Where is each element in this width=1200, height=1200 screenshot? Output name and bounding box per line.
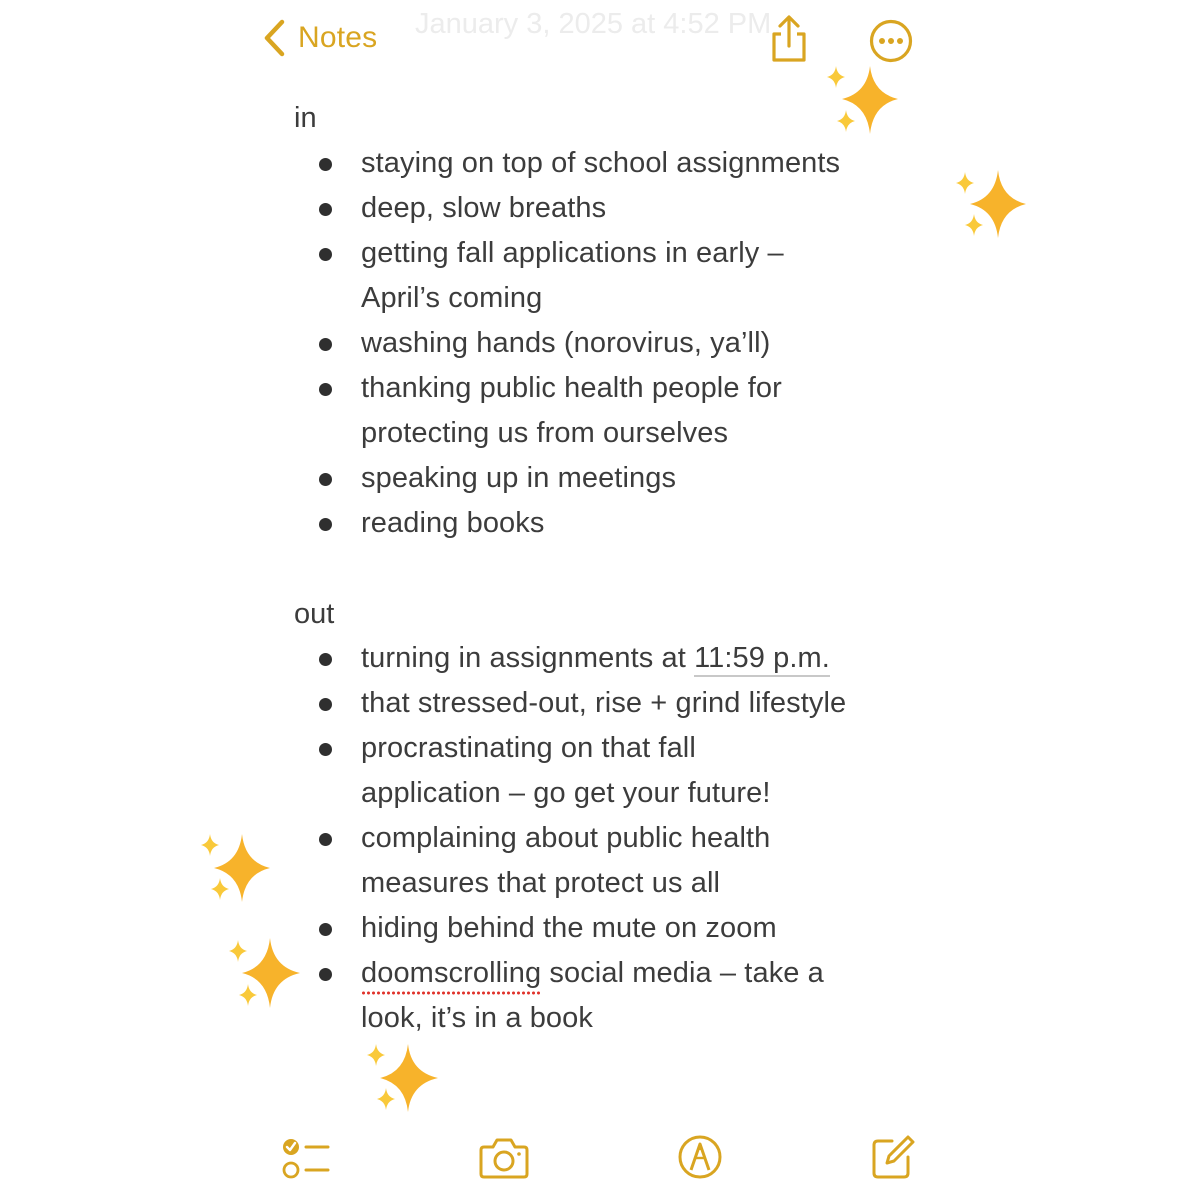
sparkles-icon xyxy=(196,830,276,906)
list-item: speaking up in meetings xyxy=(361,462,677,494)
list-bullet xyxy=(319,833,332,846)
sparkles-icon xyxy=(822,62,902,138)
bottom-toolbar xyxy=(0,1125,1200,1200)
markup-pen-icon xyxy=(676,1168,724,1185)
list-item xyxy=(361,642,830,675)
compose-icon xyxy=(870,1168,916,1185)
checklist-icon xyxy=(282,1170,332,1187)
list-bullet xyxy=(319,248,332,261)
in-heading: in xyxy=(294,102,317,134)
list-item-continuation: April’s coming xyxy=(361,282,543,314)
list-bullet xyxy=(319,968,332,981)
list-item: getting fall applications in early – xyxy=(361,237,784,269)
compose-button[interactable] xyxy=(870,1133,916,1186)
list-item-continuation: application – go get your future! xyxy=(361,777,771,809)
sparkles-icon xyxy=(362,1042,442,1118)
list-item: complaining about public health xyxy=(361,822,771,854)
list-item: procrastinating on that fall xyxy=(361,732,696,764)
list-item: thanking public health people for xyxy=(361,372,782,404)
list-item: reading books xyxy=(361,507,545,539)
list-bullet xyxy=(319,698,332,711)
markup-button[interactable] xyxy=(676,1133,724,1186)
list-bullet xyxy=(319,383,332,396)
list-item-continuation: protecting us from ourselves xyxy=(361,417,729,449)
checklist-button[interactable] xyxy=(282,1133,332,1188)
list-item-text: turning in assignments at xyxy=(361,642,695,674)
list-bullet xyxy=(319,158,332,171)
back-label: Notes xyxy=(298,21,378,54)
list-item-text: social media – take a xyxy=(541,957,824,989)
camera-icon xyxy=(478,1168,530,1185)
list-item: hiding behind the mute on zoom xyxy=(361,912,777,944)
list-item: deep, slow breaths xyxy=(361,192,607,224)
list-bullet xyxy=(319,338,332,351)
detected-date-link[interactable]: 11:59 p.m. xyxy=(694,642,830,677)
list-item: washing hands (norovirus, ya’ll) xyxy=(361,327,771,359)
list-item xyxy=(361,957,824,990)
camera-button[interactable] xyxy=(478,1133,530,1186)
list-bullet xyxy=(319,518,332,531)
out-heading: out xyxy=(294,598,335,630)
note-date: January 3, 2025 at 4:52 PM xyxy=(415,8,772,40)
list-item: that stressed-out, rise + grind lifestyle xyxy=(361,687,847,719)
sparkles-icon xyxy=(226,936,306,1012)
list-item-continuation: look, it’s in a book xyxy=(361,1002,593,1034)
misspelled-word[interactable]: doomscrolling xyxy=(361,957,541,995)
list-bullet xyxy=(319,203,332,216)
list-bullet xyxy=(319,473,332,486)
list-item-continuation: measures that protect us all xyxy=(361,867,721,899)
list-item: staying on top of school assignments xyxy=(361,147,841,179)
sparkles-icon xyxy=(952,168,1032,244)
list-bullet xyxy=(319,743,332,756)
list-bullet xyxy=(319,923,332,936)
list-bullet xyxy=(319,653,332,666)
